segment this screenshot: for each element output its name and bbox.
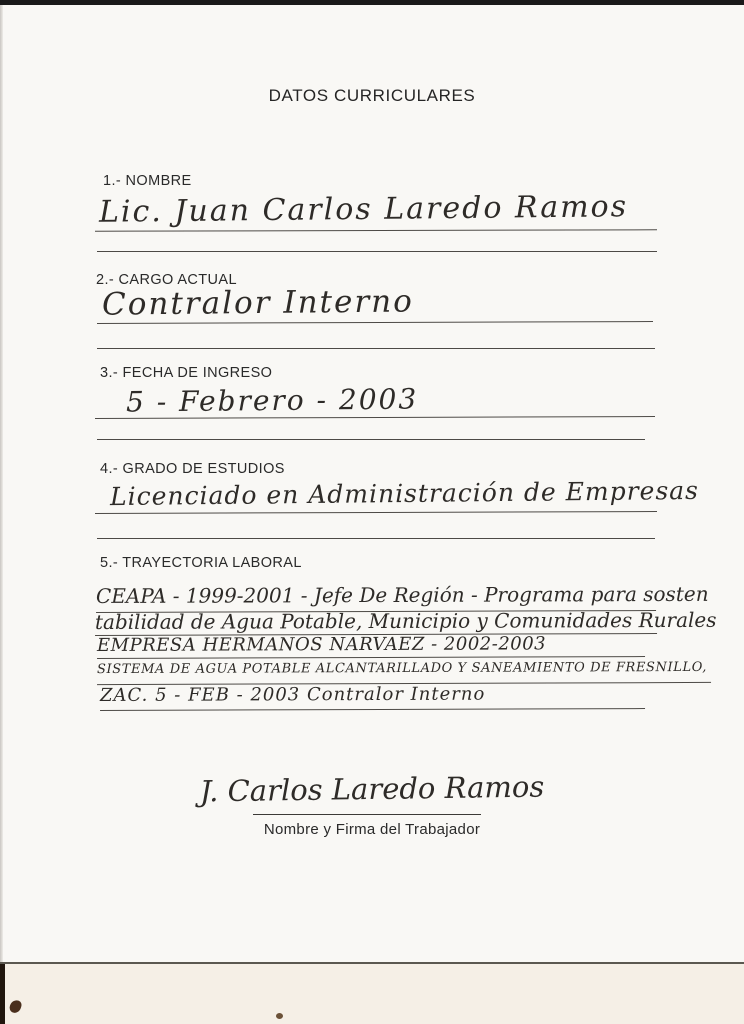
handwritten-trayectoria-line: CEAPA - 1999-2001 - Jefe De Región - Programa para sosten [96, 582, 656, 613]
handwritten-grado-estudios: Licenciado en Administración de Empresas [109, 475, 700, 512]
scan-left-edge-shadow [0, 5, 3, 962]
ruled-line [97, 439, 645, 440]
field-label-grado-estudios: 4.- GRADO DE ESTUDIOS [100, 461, 285, 477]
handwritten-fecha-ingreso: 5 - Febrero - 2003 [125, 382, 419, 419]
signature-line [253, 814, 481, 815]
field-label-fecha-ingreso: 3.- FECHA DE INGRESO [100, 365, 273, 381]
field-label-trayectoria-laboral: 5.- TRAYECTORIA LABORAL [100, 555, 302, 571]
ruled-line [97, 348, 655, 349]
scan-corner-shadow [0, 964, 5, 1024]
paper-speck [276, 1013, 283, 1019]
field-label-nombre: 1.- NOMBRE [103, 173, 192, 189]
handwritten-trayectoria-line: EMPRESA HERMANOS NARVAEZ - 2002-2003 [97, 633, 645, 659]
handwritten-trayectoria-line: ZAC. 5 - FEB - 2003 Contralor Interno [100, 683, 645, 711]
ruled-line [97, 538, 655, 539]
scan-top-edge-bar [0, 0, 744, 5]
handwritten-trayectoria-line: SISTEMA DE AGUA POTABLE ALCANTARILLADO Y SANEAMIENTO DE FRESNILLO, [97, 660, 711, 685]
handwritten-trayectoria-line: tabilidad de Agua Potable, Municipio y Comunidades Rurales [94, 607, 717, 634]
ruled-line [95, 229, 657, 231]
field-label-cargo-actual: 2.- CARGO ACTUAL [96, 272, 237, 288]
handwritten-signature: J. Carlos Laredo Ramos [199, 769, 545, 809]
ruled-line [95, 511, 657, 514]
handwritten-cargo-actual: Contralor Interno [101, 283, 415, 323]
handwritten-nombre: Lic. Juan Carlos Laredo Ramos [98, 189, 629, 230]
scanner-bed-area [0, 964, 744, 1024]
signature-caption: Nombre y Firma del Trabajador [263, 821, 481, 838]
page-title: DATOS CURRICULARES [268, 86, 476, 105]
ruled-line [97, 251, 657, 252]
